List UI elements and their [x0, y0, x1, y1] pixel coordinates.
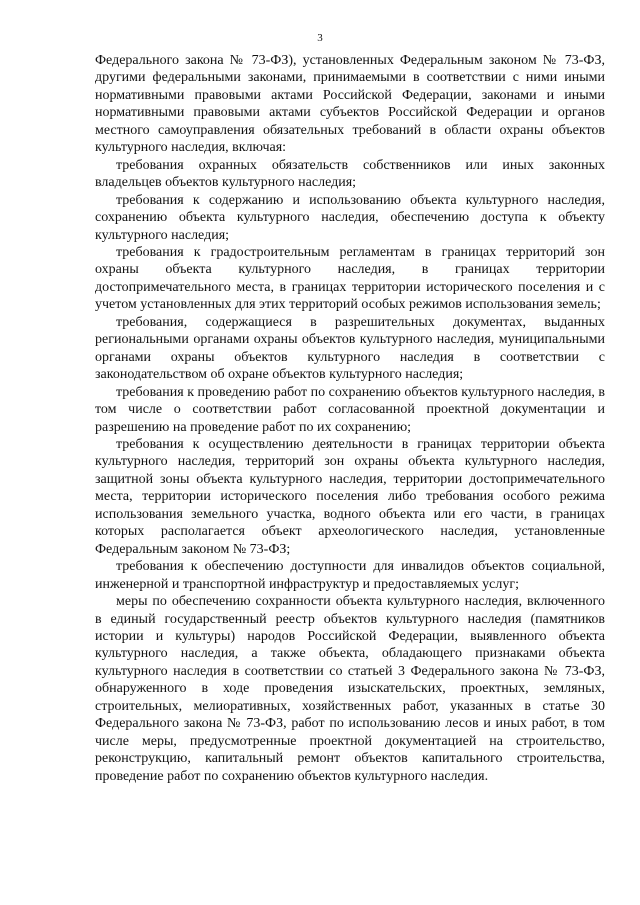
paragraph-accessibility: требования к обеспечению доступности для инвалидов объектов социальной, инженерной и транспортной инфраструктур и предоставляемых услуг;: [95, 559, 605, 592]
paragraph-safety-measures: меры по обеспечению сохранности объекта культурного наследия, включенного в единый государственный реестр объектов культурного наследия (памятников истории и культуры) народов Российской Федерации, выявленного объекта культурного наследия, а также объекта, обладающего признаками объекта культурного наследия в соответствии со статьей 3 Федерального закона № 73-ФЗ, обнаруженного в ходе проведения изыскательских, проектных, земляных, строительных, мелиоративных, хозяйственных работ, указанных в статье 30 Федерального закона № 73-ФЗ, работ по использованию лесов и иных работ, в том числе меры, предусмотренные проектной документацией на строительство, реконструкцию, капитальный ремонт объектов капитального строительства, проведение работ по сохранению объектов культурного наследия.: [95, 594, 605, 784]
paragraph-urban-regulations: требования к градостроительным регламентам в границах территорий зон охраны объекта культурного наследия, в границах территории достопримечательного места, в границах территории исторического поселения и с учетом установленных для этих территорий особых режимов использования земель;: [95, 244, 605, 313]
paragraph-permit-documents: требования, содержащиеся в разрешительных документах, выданных региональными органами охраны объектов культурного наследия, муниципальными органами охраны объектов культурного наследия в соответствии с законодательством об охране объектов культурного наследия;: [95, 314, 605, 383]
paragraph-territory-activity: требования к осуществлению деятельности в границах территории объекта культурного наследия, территорий зон охраны объекта культурного наследия, защитной зоны объекта культурного наследия, территории достопримечательного места, территории исторического поселения либо требования особого режима использования земельного участка, водного объекта или его части, в границах которых располагается объект археологического наследия, установленные Федеральным законом № 73-ФЗ;: [95, 436, 605, 557]
paragraph-preservation-works: требования к проведению работ по сохранению объектов культурного наследия, в том числе о соответствии работ согласованной проектной документации и разрешению на проведение работ по их сохранению;: [95, 384, 605, 435]
paragraph-maintenance-requirements: требования к содержанию и использованию объекта культурного наследия, сохранению объекта культурного наследия, обеспечению доступа к объекту культурного наследия;: [95, 192, 605, 243]
page-number: 3: [317, 32, 323, 44]
paragraph-continuation: Федерального закона № 73-ФЗ), установленных Федеральным законом № 73-ФЗ, другими федеральными законами, принимаемыми в соответствии с ними иными нормативными правовыми актами Российской Федерации, законами и иными нормативными правовыми актами субъектов Российской Федерации и органов местного самоуправления обязательных требований в области охраны объектов культурного наследия, включая:: [95, 53, 605, 156]
paragraph-owner-obligations: требования охранных обязательств собственников или иных законных владельцев объектов культурного наследия;: [95, 157, 605, 191]
document-body: [95, 52, 605, 785]
